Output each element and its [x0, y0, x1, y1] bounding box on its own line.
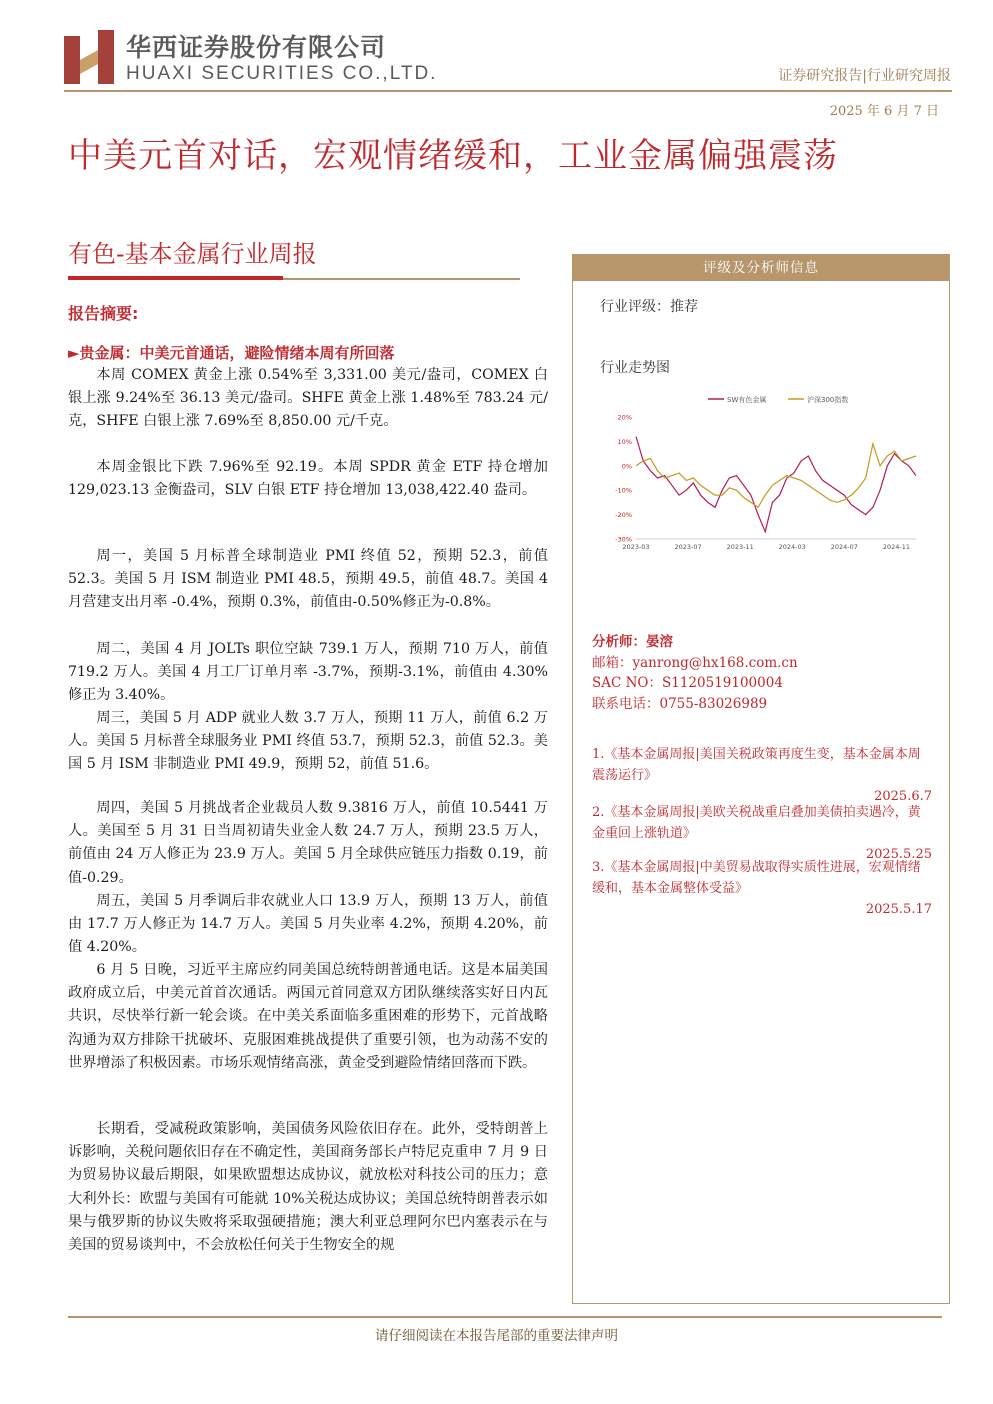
x-tick-label: 2024-03 — [778, 543, 806, 551]
company-name-en: HUAXI SECURITIES CO.,LTD. — [126, 63, 438, 84]
analyst-email: 邮箱：yanrong@hx168.com.cn — [592, 654, 798, 671]
x-tick-label: 2024-11 — [882, 543, 910, 551]
y-tick-label: -10% — [615, 486, 632, 495]
series-line — [636, 437, 916, 532]
analyst-block — [592, 632, 798, 714]
paragraph-friday: 周五，美国 5 月季调后非农就业人口 13.9 万人，预期 13 万人，前值由 17.7 万人修正为 14.7 万人。美国 5 月失业率 4.2%，预期 4.20%，前值 4.20%。 — [68, 893, 548, 956]
x-tick-label: 2023-03 — [622, 543, 650, 551]
related-report-title[interactable]: 3.《基本金属周报|中美贸易战取得实质性进展，宏观情绪缓和，基本金属整体受益》 — [592, 860, 921, 896]
paragraph-tuesday: 周二，美国 4 月 JOLTs 职位空缺 739.1 万人，预期 710 万人，前值 719.2 万人。美国 4 月工厂订单月率 -3.7%，预期-3.1%，前值由 4.30%修正为 3.40%。 — [68, 641, 548, 704]
paragraph-phone-call: 6 月 5 日晚，习近平主席应约同美国总统特朗普通电话。这是本届美国政府成立后，中美元首首次通话。两国元首同意双方团队继续落实好日内瓦共识，尽快举行新一轮会谈。在中美关系面临多重困难的形势下，元首战略沟通为双方排除干扰破坏、克服困难挑战提供了重要引领，也为动荡不安的世界增添了积极因素。市场乐观情绪高涨，黄金受到避险情绪回落而下跌。 — [68, 962, 548, 1071]
related-report-date: 2025.5.17 — [865, 902, 932, 917]
related-report-date: 2025.5.25 — [865, 847, 932, 862]
report-date: 2025 年 6 月 7 日 — [829, 104, 939, 119]
x-tick-label: 2023-07 — [674, 543, 702, 551]
huaxi-logo-icon — [64, 30, 114, 84]
paragraph-long-term: 长期看，受减税政策影响，美国债务风险依旧存在。此外，受特朗普上诉影响，关税问题依旧存在不确定性，美国商务部长卢特尼克重申 7 月 9 日为贸易协议最后期限，如果欧盟想达成协议，就放松对科技公司的压力；意大利外长：欧盟与美国有可能就 10%关税达成协议；美国总统特朗普表示如果与俄罗斯的协议失败将采取强硬措施；澳大利亚总理阿尔巴内塞表示在与美国的贸易谈判中，不会放松任何关于生物安全的规 — [68, 1121, 548, 1254]
paragraph-gold-silver-ratio: 本周金银比下跌 7.96%至 92.19。本周 SPDR 黄金 ETF 持仓增加 129,023.13 金衡盎司，SLV 白银 ETF 持仓增加 13,038,422.40 盎司。 — [68, 459, 548, 499]
report-title: 中美元首对话，宏观情绪缓和，工业金属偏强震荡 — [68, 136, 838, 176]
related-report-date: 2025.6.7 — [874, 789, 932, 804]
paragraph-thursday: 周四，美国 5 月挑战者企业裁员人数 9.3816 万人，前值 10.5441 万人。美国至 5 月 31 日当周初请失业金人数 24.7 万人，预期 23.5 万人，前值由 24 万人修正为 23.9 万人。美国 5 月全球供应链压力指数 0.19，前值-0.29。 — [68, 800, 548, 886]
panel-heading: 评级及分析师信息 — [573, 255, 949, 281]
related-report-title[interactable]: 2.《基本金属周报|美欧关税战重启叠加美债拍卖遇冷，黄金重回上涨轨道》 — [592, 805, 921, 841]
header-divider — [64, 90, 952, 92]
legal-notice: 请仔细阅读在本报告尾部的重要法律声明 — [375, 1328, 618, 1344]
y-tick-label: 20% — [617, 413, 632, 422]
paragraph-wednesday: 周三，美国 5 月 ADP 就业人数 3.7 万人，预期 11 万人，前值 6.2 万人。美国 5 月标普全球服务业 PMI 终值 53.7，预期 52.3，前值 52.3。美国 5 月 ISM 非制造业 PMI 49.9，预期 52，前值 51.6。 — [68, 710, 548, 773]
x-tick-label: 2024-07 — [830, 543, 858, 551]
report-type-tag: 证券研究报告|行业研究周报 — [778, 68, 951, 84]
industry-trend-chart — [608, 385, 924, 560]
paragraph-monday: 周一，美国 5 月标普全球制造业 PMI 终值 52，预期 52.3，前值 52.3。美国 5 月 ISM 制造业 PMI 48.5，预期 49.5，前值 48.7。美国 4 月营建支出月率 -0.4%，预期 0.3%，前值由-0.50%修正为-0.8%。 — [68, 548, 548, 611]
legend-label: 沪深300指数 — [807, 396, 849, 404]
related-report-1[interactable] — [592, 744, 932, 807]
y-tick-label: -30% — [615, 535, 632, 544]
company-name-cn: 华西证券股份有限公司 — [126, 33, 387, 62]
x-tick-label: 2023-11 — [726, 543, 754, 551]
related-report-2[interactable] — [592, 802, 932, 865]
legend-label: SW有色金属 — [727, 396, 767, 404]
related-report-title[interactable]: 1.《基本金属周报|美国关税政策再度生变，基本金属本周震荡运行》 — [592, 747, 921, 783]
subtitle-accent-bar — [68, 276, 283, 280]
industry-trend-label: 行业走势图 — [600, 360, 670, 376]
analyst-name: 分析师：晏溶 — [592, 634, 673, 650]
y-tick-label: -20% — [615, 511, 632, 520]
analyst-phone: 联系电话：0755-83026989 — [592, 695, 768, 712]
summary-heading: 报告摘要: — [68, 304, 139, 323]
series-line — [636, 444, 916, 508]
report-subtitle: 有色-基本金属行业周报 — [68, 240, 317, 268]
y-tick-label: 10% — [617, 437, 632, 446]
industry-rating: 行业评级：推荐 — [600, 299, 698, 315]
paragraph-comex: 本周 COMEX 黄金上涨 0.54%至 3,331.00 美元/盎司，COMEX 白银上涨 9.24%至 36.13 美元/盎司。SHFE 黄金上涨 1.48%至 783.24 元/克，SHFE 白银上涨 7.69%至 8,850.00 元/千克。 — [68, 367, 548, 430]
related-report-3[interactable] — [592, 857, 932, 920]
footer-divider — [68, 1316, 942, 1318]
precious-metals-heading: ►贵金属：中美元首通话，避险情绪本周有所回落 — [68, 344, 395, 362]
y-tick-label: 0% — [621, 462, 632, 471]
analyst-sac: SAC NO：S1120519100004 — [592, 675, 783, 691]
